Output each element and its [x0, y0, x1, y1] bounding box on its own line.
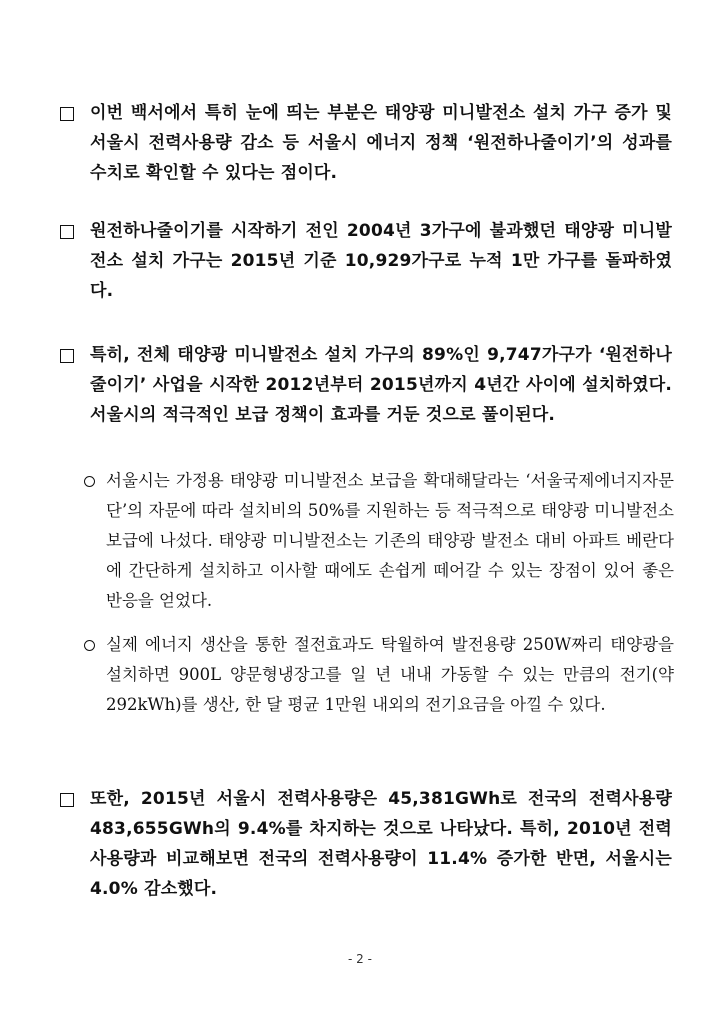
square-bullet-icon: [60, 107, 74, 121]
section-3-text: 특히, 전체 태양광 미니발전소 설치 가구의 89%인 9,747가구가 ‘원전하나줄이기’ 사업을 시작한 2012년부터 2015년까지 4년간 사이에 설치하였다. 서울시의 적극적인 보급 정책이 효과를 거둔 것으로 풀이된다.: [90, 345, 672, 425]
subitem-2-text: 실제 에너지 생산을 통한 절전효과도 탁월하여 발전용량 250W짜리 태양광을 설치하면 900L 양문형냉장고를 일 년 내내 가동할 수 있는 만큼의 전기(약 292kWh)를 생산, 한 달 평균 1만원 내외의 전기요금을 아낄 수 있다.: [106, 635, 674, 714]
square-bullet-icon: [60, 349, 74, 363]
subitem-1-text: 서울시는 가정용 태양광 미니발전소 보급을 확대해달라는 ‘서울국제에너지자문단’의 자문에 따라 설치비의 50%를 지원하는 등 적극적으로 태양광 미니발전소 보급에 나섰다. 태양광 미니발전소는 기존의 태양광 발전소 대비 아파트 베란다에 간단하게 설치하고 이사할 때에도 손쉽게 떼어갈 수 있는 장점이 있어 좋은 반응을 얻었다.: [106, 471, 674, 610]
section-1: [60, 98, 672, 188]
page-number: - 2 -: [348, 952, 372, 966]
square-bullet-icon: [60, 225, 74, 239]
section-3: [60, 340, 672, 430]
section-2: [60, 216, 672, 306]
section-4: [60, 784, 672, 904]
section-4-text: 또한, 2015년 서울시 전력사용량은 45,381GWh로 전국의 전력사용량 483,655GWh의 9.4%를 차지하는 것으로 나타났다. 특히, 2010년 전력사용량과 비교해보면 전국의 전력사용량이 11.4% 증가한 반면, 서울시는 4.0% 감소했다.: [90, 789, 672, 899]
section-3-subitem-1: [84, 466, 674, 616]
square-bullet-icon: [60, 793, 74, 807]
section-1-text: 이번 백서에서 특히 눈에 띄는 부분은 태양광 미니발전소 설치 가구 증가 및 서울시 전력사용량 감소 등 서울시 에너지 정책 ‘원전하나줄이기’의 성과를 수치로 확인할 수 있다는 점이다.: [90, 103, 672, 183]
circle-bullet-icon: [84, 640, 95, 651]
circle-bullet-icon: [84, 476, 95, 487]
section-3-subitem-2: [84, 630, 674, 720]
section-2-text: 원전하나줄이기를 시작하기 전인 2004년 3가구에 불과했던 태양광 미니발전소 설치 가구는 2015년 기준 10,929가구로 누적 1만 가구를 돌파하였다.: [90, 221, 672, 301]
